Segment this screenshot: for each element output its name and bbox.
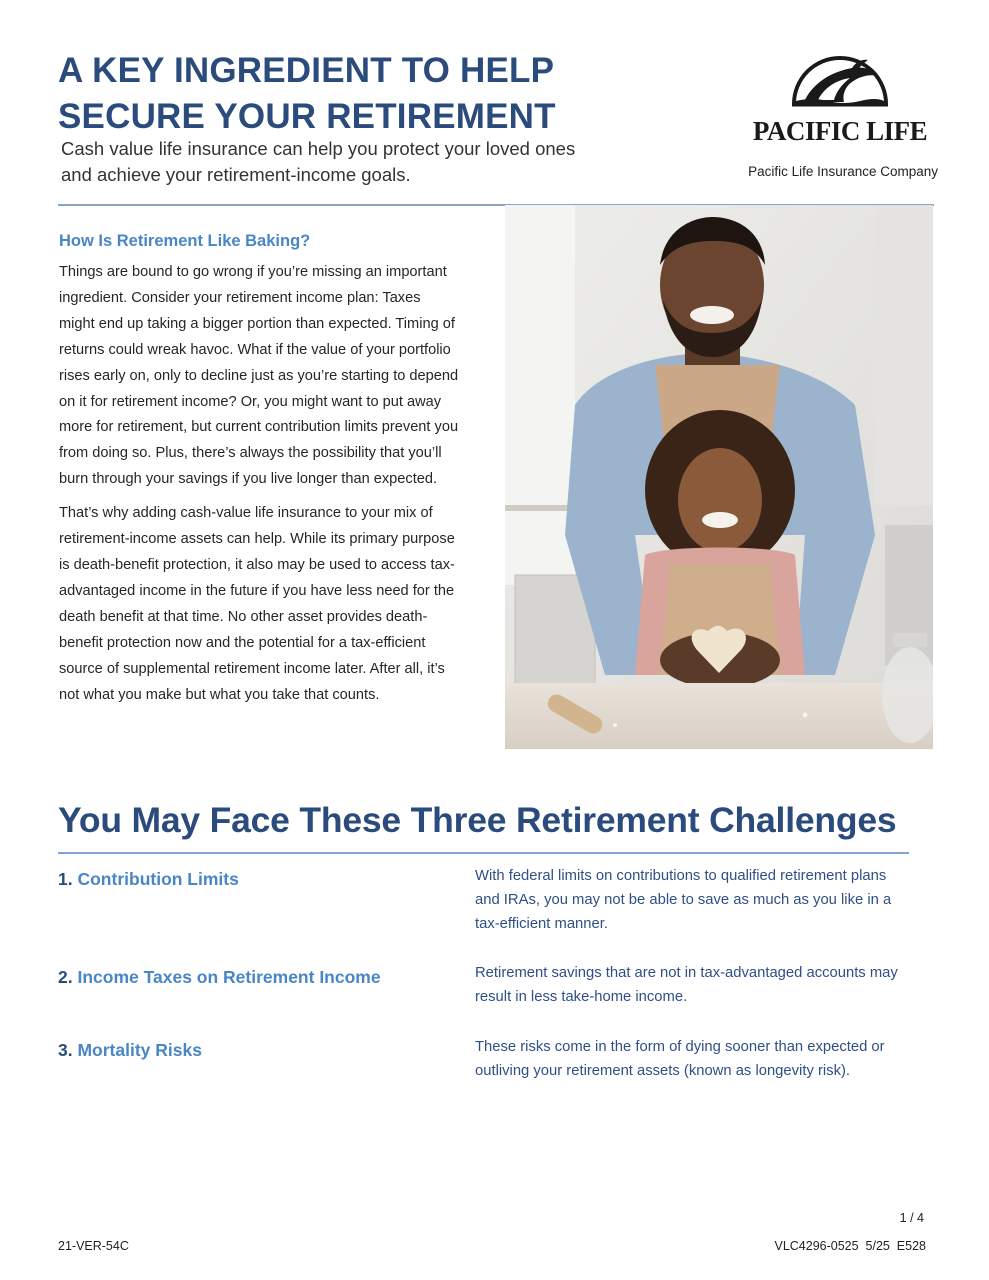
title-line-1: A KEY INGREDIENT TO HELP xyxy=(58,51,555,90)
intro-body xyxy=(59,260,459,716)
challenge-1-label: Contribution Limits xyxy=(77,869,239,889)
challenge-2-number: 2. xyxy=(58,967,73,987)
intro-paragraph-1: Things are bound to go wrong if you’re missing an important ingredient. Consider your retirement income plan: Taxes might end up taking a bigger portion than expected. Timing of returns could wreak havoc. What if the value of your portfolio rises early on, only to decline just as you’re starting to depend on it for retirement income? Or, you might want to put away more for retirement, but current contribution limits prevent you from doing so. Plus, there’s always the possibility that you’ll burn through your savings if you live longer than expected. xyxy=(59,264,459,488)
page-title xyxy=(58,48,698,140)
challenge-2-title xyxy=(58,967,381,988)
challenge-1-title xyxy=(58,869,239,890)
challenge-2-label: Income Taxes on Retirement Income xyxy=(77,967,381,987)
challenge-3-title xyxy=(58,1040,202,1061)
challenge-2-description: Retirement savings that are not in tax-advantaged accounts may result in less take-home income. xyxy=(475,965,898,1006)
form-code: 21-VER-54C xyxy=(58,1239,129,1253)
intro-paragraph-2: That’s why adding cash-value life insurance to your mix of retirement-income assets can help. While its primary purpose is death-benefit protection, it also may be used to access tax-advantaged income in the future if you have less need for the death benefit at that time. No other asset provides death-benefit protection now and the potential for a tax-efficient source of supplemental retirement income later. After all, it’s not what you make but what you take that counts. xyxy=(59,505,455,703)
logo-wordmark: PACIFIC LIFE xyxy=(752,116,928,146)
father-daughter-baking-photo xyxy=(505,205,933,749)
section-heading: How Is Retirement Like Baking? xyxy=(59,232,311,250)
challenges-divider xyxy=(58,852,909,854)
company-name: Pacific Life Insurance Company xyxy=(748,164,938,179)
challenges-heading: You May Face These Three Retirement Challenges xyxy=(58,800,897,840)
page-number: 1 / 4 xyxy=(899,1211,924,1225)
challenge-3-description: These risks come in the form of dying sooner than expected or outliving your retirement assets (known as longevity risk). xyxy=(475,1039,885,1080)
challenge-3-label: Mortality Risks xyxy=(77,1040,202,1060)
challenge-1-description: With federal limits on contributions to qualified retirement plans and IRAs, you may not be able to save as much as you like in a tax-efficient manner. xyxy=(475,868,892,933)
challenge-1-number: 1. xyxy=(58,869,73,889)
document-code: VLC4296-0525 5/25 E528 xyxy=(774,1239,926,1253)
challenge-3-number: 3. xyxy=(58,1040,73,1060)
pacific-life-logo xyxy=(752,54,928,150)
whale-dome-icon xyxy=(792,56,888,107)
title-line-2: SECURE YOUR RETIREMENT xyxy=(58,97,556,136)
page-subtitle: Cash value life insurance can help you protect your loved ones and achieve your retirement-income goals. xyxy=(61,138,576,185)
